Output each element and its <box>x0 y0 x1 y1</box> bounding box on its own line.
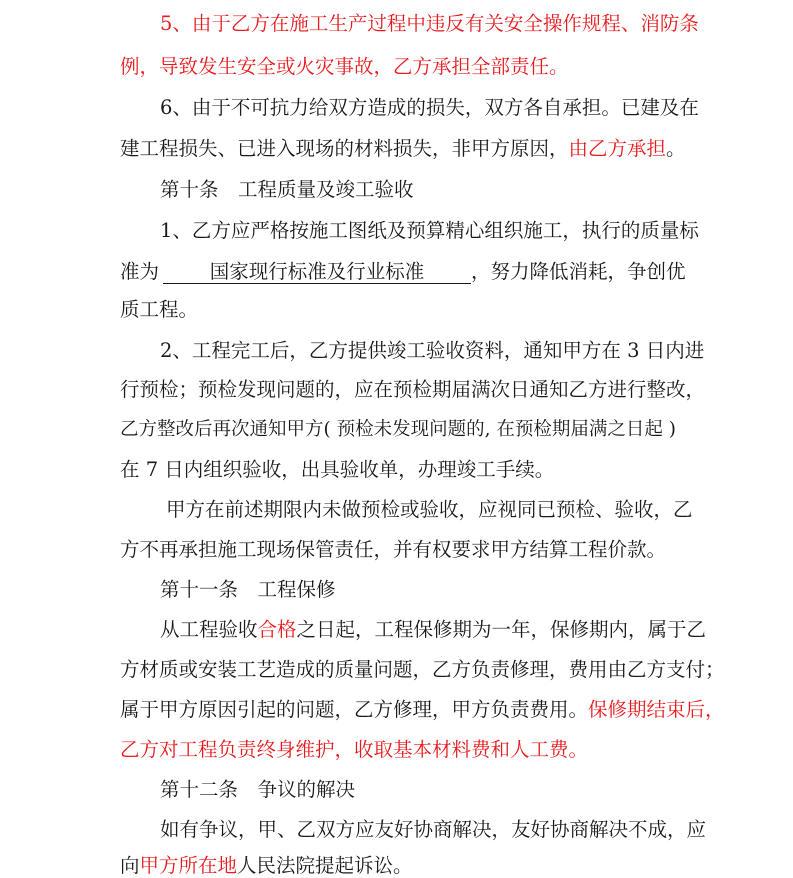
quality-standard-blank: 国家现行标准及行业标准 <box>163 261 471 284</box>
article10-p2-line1: 2、工程完工后，乙方提供竣工验收资料，通知甲方在 3 日内进 <box>160 339 705 362</box>
article11-line4: 乙方对工程负责终身维护，收取基本材料费和人工费。 <box>120 738 589 761</box>
article11-line1 <box>160 618 706 642</box>
article10-p2-line3: 乙方整改后再次通知甲方( 预检未发现问题的, 在预检期届满之日起 ) <box>120 419 676 440</box>
article11-line3 <box>120 698 725 722</box>
article11-line1-start: 从工程验收 <box>160 618 258 641</box>
article10-p1-prefix: 准为 <box>120 260 160 283</box>
article11-qualified-highlight: 合格 <box>257 618 297 641</box>
article10-p3-line2: 方不再承担施工现场保管责任，并有权要求甲方结算工程价款。 <box>120 538 667 561</box>
article10-p2-line4: 在 7 日内组织验收，出具验收单，办理竣工手续。 <box>120 458 555 481</box>
article12-line2 <box>120 854 413 878</box>
article11-heading: 第十一条 工程保修 <box>160 578 336 601</box>
item6-line1: 6、由于不可抗力给双方造成的损失，双方各自承担。已建及在 <box>160 96 699 119</box>
article10-p2-line2: 行预检；预检发现问题的，应在预检期届满次日通知乙方进行整改， <box>120 378 706 401</box>
article11-line3-highlight: 保修期结束后， <box>588 698 725 721</box>
article10-p1-line3: 质工程。 <box>120 298 199 321</box>
article12-jurisdiction-highlight: 甲方所在地 <box>139 854 238 877</box>
item6-line2 <box>120 137 686 161</box>
article10-p1-suffix: ，努力降低消耗，争创优 <box>471 260 686 283</box>
item6-line2-end: 。 <box>666 137 686 160</box>
article12-line2-end: 人民法院提起诉讼。 <box>237 854 413 877</box>
article10-heading: 第十条 工程质量及竣工验收 <box>160 178 414 201</box>
article10-p3-line1: 甲方在前述期限内未做预检或验收，应视同已预检、验收，乙 <box>166 498 693 521</box>
article11-line1-end: 之日起，工程保修期为一年，保修期内，属于乙 <box>296 618 707 641</box>
item6-highlight: 由乙方承担 <box>568 137 667 160</box>
article11-line2: 方材质或安装工艺造成的质量问题，乙方负责修理，费用由乙方支付； <box>120 658 725 681</box>
article11-line3-text: 属于甲方原因引起的问题，乙方修理，甲方负责费用。 <box>120 698 589 721</box>
article12-heading: 第十二条 争议的解决 <box>160 778 356 801</box>
item6-line2-text: 建工程损失、已进入现场的材料损失，非甲方原因， <box>120 137 569 160</box>
item5-line1: 5、由于乙方在施工生产过程中违反有关安全操作规程、消防条 <box>160 12 699 35</box>
article12-line2-start: 向 <box>120 854 140 877</box>
article12-line1: 如有争议，甲、乙双方应友好协商解决，友好协商解决不成，应 <box>160 818 707 841</box>
article10-p1-line2 <box>120 260 686 284</box>
item5-line2: 例，导致发生安全或火灾事故，乙方承担全部责任。 <box>120 55 569 78</box>
article10-p1-line1: 1、乙方应严格按施工图纸及预算精心组织施工，执行的质量标 <box>160 219 699 242</box>
